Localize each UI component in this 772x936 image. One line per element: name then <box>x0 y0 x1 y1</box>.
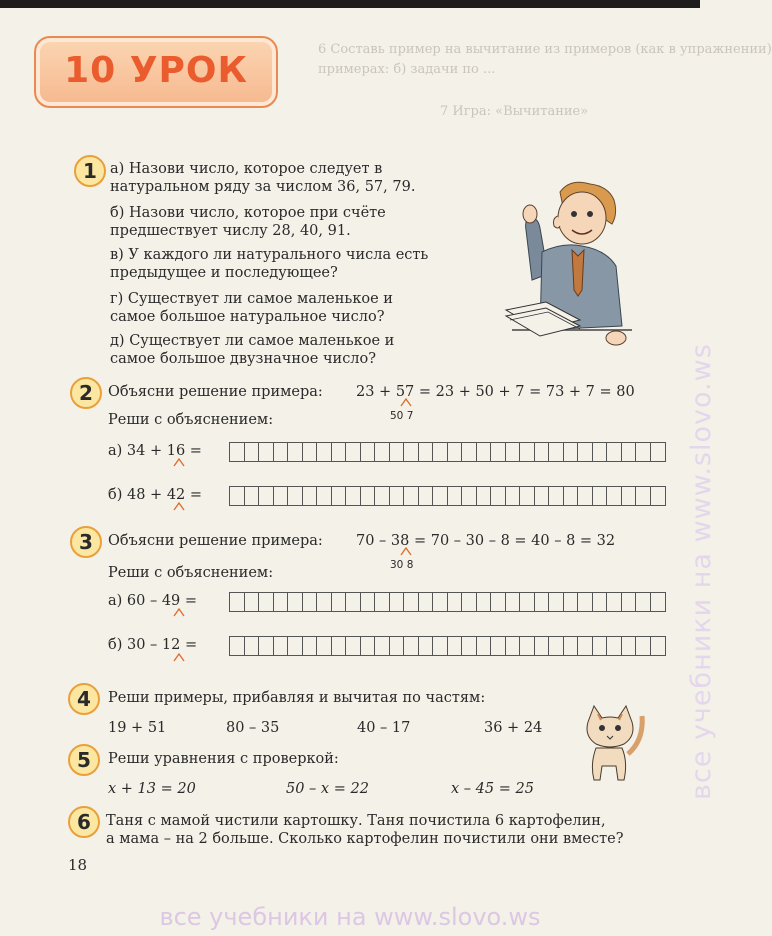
answer-cell[interactable] <box>506 443 521 461</box>
task-1c-text: предыдущее и последующее? <box>110 265 338 281</box>
answer-cell[interactable] <box>375 593 390 611</box>
answer-cell[interactable] <box>346 487 361 505</box>
answer-cell[interactable] <box>303 487 318 505</box>
answer-grid-3b[interactable] <box>229 636 666 656</box>
answer-cell[interactable] <box>332 593 347 611</box>
answer-cell[interactable] <box>520 593 535 611</box>
task-6-text: а мама – на 2 больше. Сколько картофелин почистили они вместе? <box>106 831 624 847</box>
answer-cell[interactable] <box>564 443 579 461</box>
split-caret <box>401 547 411 555</box>
answer-cell[interactable] <box>230 593 245 611</box>
answer-cell[interactable] <box>491 443 506 461</box>
answer-cell[interactable] <box>317 487 332 505</box>
task-number-1: 1 <box>74 155 106 187</box>
answer-cell[interactable] <box>274 443 289 461</box>
answer-cell[interactable] <box>549 443 564 461</box>
task-number-2: 2 <box>70 377 102 409</box>
task-1a-text: натуральном ряду за числом 36, 57, 79. <box>110 179 416 195</box>
answer-cell[interactable] <box>274 637 289 655</box>
answer-cell[interactable] <box>564 637 579 655</box>
answer-cell[interactable] <box>535 637 550 655</box>
task-number-5: 5 <box>68 744 100 776</box>
answer-cell[interactable] <box>593 443 608 461</box>
answer-cell[interactable] <box>506 593 521 611</box>
task-5-equation: 50 – x = 22 <box>286 781 369 797</box>
answer-cell[interactable] <box>462 593 477 611</box>
answer-cell[interactable] <box>375 637 390 655</box>
task-1e-text: самое большое двузначное число? <box>110 351 377 367</box>
task-1b-text: предшествует числу 28, 40, 91. <box>110 223 351 239</box>
task-1c-text: в) У каждого ли натурального числа есть <box>110 247 429 263</box>
answer-cell[interactable] <box>462 487 477 505</box>
answer-cell[interactable] <box>332 487 347 505</box>
answer-cell[interactable] <box>607 593 622 611</box>
task-4-expr: 40 – 17 <box>357 720 411 736</box>
task-number-4: 4 <box>68 683 100 715</box>
answer-cell[interactable] <box>317 443 332 461</box>
answer-cell[interactable] <box>520 487 535 505</box>
answer-cell[interactable] <box>491 637 506 655</box>
answer-cell[interactable] <box>622 443 637 461</box>
answer-cell[interactable] <box>288 637 303 655</box>
watermark-vertical: все учебники на www.slovo.ws <box>686 343 717 800</box>
answer-cell[interactable] <box>230 443 245 461</box>
answer-cell[interactable] <box>578 637 593 655</box>
answer-cell[interactable] <box>274 593 289 611</box>
answer-cell[interactable] <box>448 593 463 611</box>
answer-cell[interactable] <box>491 487 506 505</box>
task-3a-label: а) 60 – 49 = <box>108 593 198 609</box>
boy-illustration <box>502 170 642 360</box>
answer-cell[interactable] <box>245 593 260 611</box>
bleed-through-text: 6 Составь пример на вычитание из примеров (как в упражнении) <box>318 42 772 57</box>
split-caret <box>174 458 184 466</box>
answer-cell[interactable] <box>274 487 289 505</box>
answer-cell[interactable] <box>477 443 492 461</box>
answer-cell[interactable] <box>593 593 608 611</box>
task-5-equation: x – 45 = 25 <box>451 781 534 797</box>
answer-cell[interactable] <box>607 637 622 655</box>
answer-grid-2a[interactable] <box>229 442 666 462</box>
answer-cell[interactable] <box>230 637 245 655</box>
answer-cell[interactable] <box>288 443 303 461</box>
answer-cell[interactable] <box>404 487 419 505</box>
task-3b-label: б) 30 – 12 = <box>108 637 198 653</box>
task-4-expr: 80 – 35 <box>226 720 280 736</box>
answer-cell[interactable] <box>245 487 260 505</box>
answer-cell[interactable] <box>448 637 463 655</box>
answer-cell[interactable] <box>259 487 274 505</box>
answer-cell[interactable] <box>375 487 390 505</box>
task-4-expr: 19 + 51 <box>108 720 167 736</box>
answer-cell[interactable] <box>535 443 550 461</box>
answer-cell[interactable] <box>520 637 535 655</box>
answer-cell[interactable] <box>390 487 405 505</box>
answer-cell[interactable] <box>390 443 405 461</box>
answer-cell[interactable] <box>346 637 361 655</box>
answer-cell[interactable] <box>607 443 622 461</box>
answer-cell[interactable] <box>622 487 637 505</box>
answer-cell[interactable] <box>361 593 376 611</box>
answer-cell[interactable] <box>593 487 608 505</box>
answer-cell[interactable] <box>419 593 434 611</box>
answer-cell[interactable] <box>259 637 274 655</box>
cat-illustration <box>578 700 648 790</box>
answer-cell[interactable] <box>346 593 361 611</box>
answer-cell[interactable] <box>288 487 303 505</box>
answer-cell[interactable] <box>303 443 318 461</box>
answer-cell[interactable] <box>433 487 448 505</box>
answer-cell[interactable] <box>346 443 361 461</box>
answer-grid-3a[interactable] <box>229 592 666 612</box>
answer-cell[interactable] <box>491 593 506 611</box>
answer-cell[interactable] <box>506 637 521 655</box>
task-2b-label: б) 48 + 42 = <box>108 487 203 503</box>
task-1d-text: самое большое натуральное число? <box>110 309 385 325</box>
answer-cell[interactable] <box>448 443 463 461</box>
answer-cell[interactable] <box>419 487 434 505</box>
answer-cell[interactable] <box>564 487 579 505</box>
task-1b-text: б) Назови число, которое при счёте <box>110 205 386 221</box>
answer-cell[interactable] <box>390 637 405 655</box>
answer-cell[interactable] <box>564 593 579 611</box>
answer-cell[interactable] <box>433 637 448 655</box>
answer-cell[interactable] <box>549 593 564 611</box>
answer-grid-2b[interactable] <box>229 486 666 506</box>
lesson-title: 10 УРОК <box>64 50 248 91</box>
answer-cell[interactable] <box>477 593 492 611</box>
split-caret <box>174 502 184 510</box>
task-1d-text: г) Существует ли самое маленькое и <box>110 291 393 307</box>
answer-cell[interactable] <box>259 593 274 611</box>
answer-cell[interactable] <box>520 443 535 461</box>
answer-cell[interactable] <box>317 593 332 611</box>
answer-cell[interactable] <box>361 637 376 655</box>
answer-cell[interactable] <box>593 637 608 655</box>
answer-cell[interactable] <box>578 443 593 461</box>
task-3-split-hint: 30 8 <box>390 559 414 571</box>
answer-cell[interactable] <box>462 443 477 461</box>
bleed-through-text: примерах: б) задачи по ... <box>318 62 496 77</box>
lesson-badge <box>34 36 278 108</box>
bleed-through-text: 7 Игра: «Вычитание» <box>440 104 589 119</box>
task-2-example: 23 + 57 = 23 + 50 + 7 = 73 + 7 = 80 <box>356 384 635 400</box>
task-4-expr: 36 + 24 <box>484 720 543 736</box>
answer-cell[interactable] <box>549 487 564 505</box>
scan-edge <box>0 0 700 8</box>
answer-cell[interactable] <box>404 443 419 461</box>
answer-cell[interactable] <box>404 637 419 655</box>
answer-cell[interactable] <box>288 593 303 611</box>
answer-cell[interactable] <box>607 487 622 505</box>
task-5-equation: x + 13 = 20 <box>108 781 196 797</box>
answer-cell[interactable] <box>433 443 448 461</box>
task-3-example: 70 – 38 = 70 – 30 – 8 = 40 – 8 = 32 <box>356 533 616 549</box>
answer-cell[interactable] <box>303 637 318 655</box>
page-number: 18 <box>68 856 88 874</box>
split-caret <box>174 608 184 616</box>
answer-cell[interactable] <box>332 637 347 655</box>
answer-cell[interactable] <box>535 487 550 505</box>
answer-cell[interactable] <box>477 487 492 505</box>
task-6-text: Таня с мамой чистили картошку. Таня почистила 6 картофелин, <box>106 813 606 829</box>
answer-cell[interactable] <box>535 593 550 611</box>
answer-cell[interactable] <box>245 637 260 655</box>
answer-cell[interactable] <box>303 593 318 611</box>
task-number-6: 6 <box>68 806 100 838</box>
answer-cell[interactable] <box>361 487 376 505</box>
answer-cell[interactable] <box>419 443 434 461</box>
answer-cell[interactable] <box>361 443 376 461</box>
answer-cell[interactable] <box>230 487 245 505</box>
answer-cell[interactable] <box>448 487 463 505</box>
answer-cell[interactable] <box>404 593 419 611</box>
task-3-subprompt: Реши с объяснением: <box>108 565 274 581</box>
task-1a-text: а) Назови число, которое следует в <box>110 161 383 177</box>
answer-cell[interactable] <box>332 443 347 461</box>
answer-cell[interactable] <box>462 637 477 655</box>
answer-cell[interactable] <box>477 637 492 655</box>
task-2-subprompt: Реши с объяснением: <box>108 412 274 428</box>
watermark-bottom: все учебники на www.slovo.ws <box>159 903 541 931</box>
answer-cell[interactable] <box>578 593 593 611</box>
answer-cell[interactable] <box>578 487 593 505</box>
task-number-3: 3 <box>70 526 102 558</box>
task-2-split-hint: 50 7 <box>390 410 414 422</box>
answer-cell[interactable] <box>390 593 405 611</box>
answer-cell[interactable] <box>506 487 521 505</box>
split-caret <box>401 398 411 406</box>
answer-cell[interactable] <box>622 593 637 611</box>
task-2a-label: а) 34 + 16 = <box>108 443 202 459</box>
answer-cell[interactable] <box>549 637 564 655</box>
answer-cell[interactable] <box>245 443 260 461</box>
answer-cell[interactable] <box>622 637 637 655</box>
answer-cell[interactable] <box>433 593 448 611</box>
answer-cell[interactable] <box>419 637 434 655</box>
task-2-prompt: Объясни решение примера: <box>108 384 323 400</box>
task-1e-text: д) Существует ли самое маленькое и <box>110 333 395 349</box>
answer-cell[interactable] <box>317 637 332 655</box>
split-caret <box>174 653 184 661</box>
answer-cell[interactable] <box>375 443 390 461</box>
task-5-prompt: Реши уравнения с проверкой: <box>108 751 339 767</box>
task-3-prompt: Объясни решение примера: <box>108 533 323 549</box>
answer-cell[interactable] <box>259 443 274 461</box>
task-4-prompt: Реши примеры, прибавляя и вычитая по частям: <box>108 690 486 706</box>
